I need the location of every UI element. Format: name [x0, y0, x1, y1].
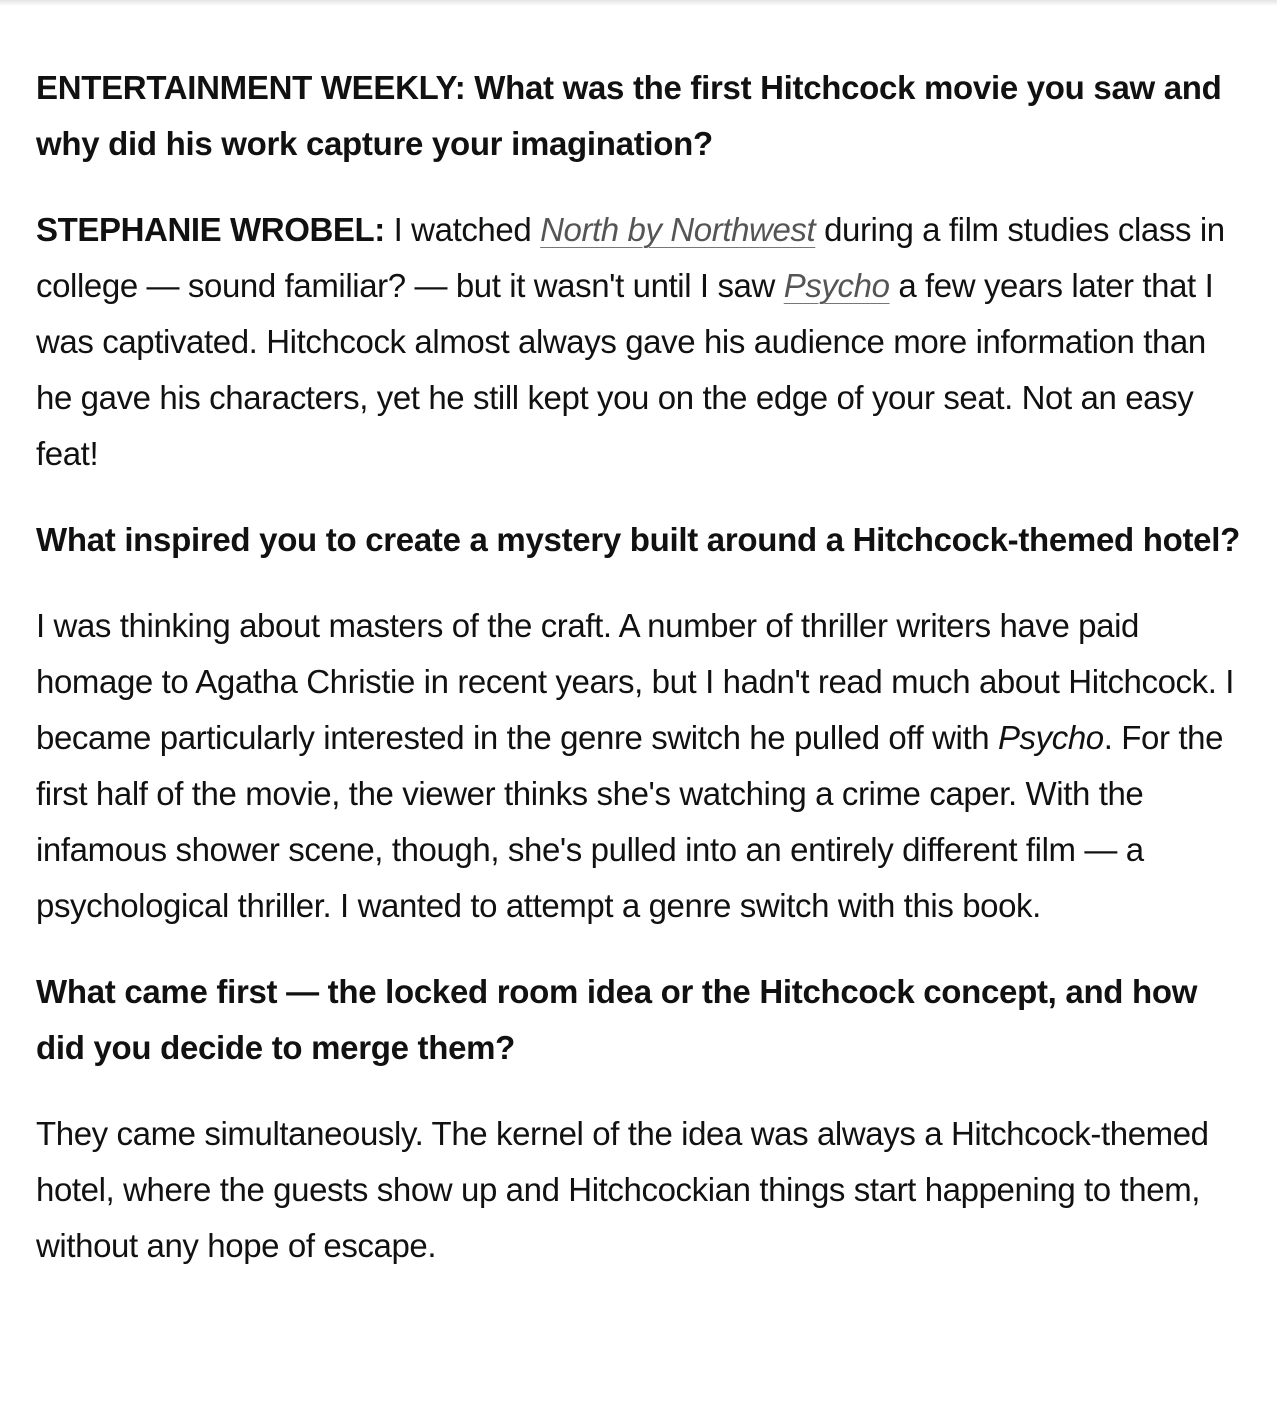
speaker-name: STEPHANIE WROBEL: — [36, 211, 385, 248]
psycho-link[interactable]: Psycho — [783, 267, 890, 304]
answer-2-text-1: I was thinking about masters of the craft. A number of thriller writers have paid homage to Agatha Christie in recent years, but I hadn't read much about Hitchcock. I became particularly interested in the genre switch he pulled off with — [36, 607, 1235, 756]
question-2: What inspired you to create a mystery built around a Hitchcock-themed hotel? — [36, 521, 1240, 558]
answer-3: They came simultaneously. The kernel of the idea was always a Hitchcock-themed hotel, where the guests show up and Hitchcockian things start happening to them, without any hope of escape. — [36, 1115, 1209, 1264]
north-by-northwest-link[interactable]: North by Northwest — [540, 211, 816, 248]
answer-1-text-3: a few years later that I was captivated. Hitchcock almost always gave his audience more information than he gave his characters, yet he still kept you on the edge of your seat. Not an easy feat! — [36, 267, 1214, 472]
question-3: What came first — the locked room idea or the Hitchcock concept, and how did you decide to merge them? — [36, 973, 1198, 1066]
answer-2-text-2: . For the first half of the movie, the viewer thinks she's watching a crime caper. With the infamous shower scene, though, she's pulled into an entirely different film — a psychological thriller. I wanted to attempt a genre switch with this book. — [36, 719, 1224, 924]
answer-1-text-2: during a film studies class in college — sound familiar? — but it wasn't until I saw — [36, 211, 1225, 304]
answer-1 — [36, 202, 1241, 482]
psycho-title: Psycho — [997, 719, 1104, 756]
top-edge-shadow — [0, 0, 1277, 6]
interview-article — [36, 60, 1241, 1274]
answer-2 — [36, 598, 1241, 934]
answer-1-text-1: I watched — [384, 211, 541, 248]
question-1: ENTERTAINMENT WEEKLY: What was the first Hitchcock movie you saw and why did his work capture your imagination? — [36, 69, 1222, 162]
